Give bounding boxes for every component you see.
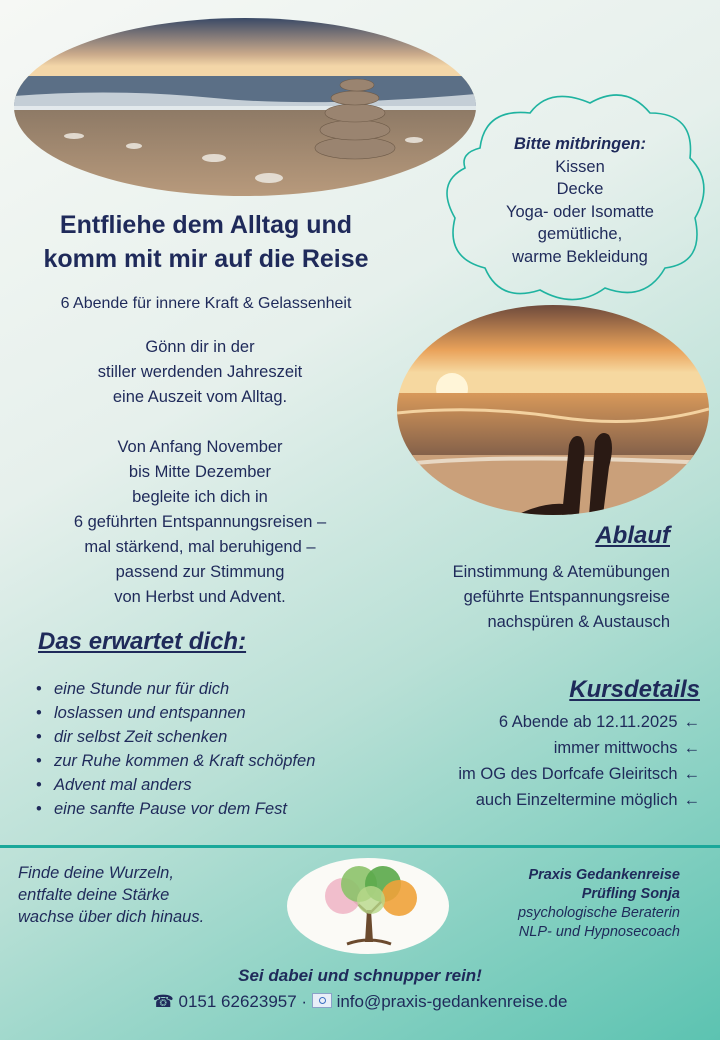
bring-item: warme Bekleidung bbox=[512, 247, 648, 266]
intro-line: begleite ich dich in bbox=[132, 488, 268, 506]
list-item: • eine Stunde nur für dich bbox=[36, 677, 406, 701]
email-address[interactable]: info@praxis-gedankenreise.de bbox=[336, 992, 568, 1011]
arrow-left-icon: ← bbox=[683, 791, 700, 809]
list-item: • Advent mal anders bbox=[36, 773, 406, 797]
bring-item: Yoga- oder Isomatte bbox=[506, 202, 654, 221]
list-item: • dir selbst Zeit schenken bbox=[36, 725, 406, 749]
bring-item: Kissen bbox=[555, 157, 605, 176]
intro-text bbox=[20, 335, 380, 610]
praxis-info bbox=[440, 866, 680, 942]
main-headline bbox=[10, 208, 402, 276]
intro-line: bis Mitte Dezember bbox=[128, 463, 272, 481]
sunset-feet-photo bbox=[397, 305, 709, 515]
intro-line: mal stärkend, mal beruhigend – bbox=[84, 538, 316, 556]
ablauf-item: Einstimmung & Atemübungen bbox=[452, 563, 670, 581]
intro-line: eine Auszeit vom Alltag. bbox=[112, 388, 288, 406]
kursdetails-title: Kursdetails bbox=[569, 676, 700, 703]
praxis-person: Prüfling Sonja bbox=[581, 886, 680, 902]
headline-line-1: Entfliehe dem Alltag und bbox=[59, 211, 353, 239]
phone-number[interactable]: 0151 62623957 bbox=[178, 992, 297, 1011]
kurs-item-text: immer mittwochs bbox=[553, 739, 678, 757]
kurs-item bbox=[360, 787, 700, 813]
kurs-item-text: 6 Abende ab 12.11.2025 bbox=[498, 713, 678, 731]
expect-title: Das erwartet dich: bbox=[38, 628, 247, 655]
headline-line-2: komm mit mir auf die Reise bbox=[43, 245, 369, 273]
kursdetails-list bbox=[360, 709, 700, 813]
phone-icon: ☎ bbox=[152, 992, 174, 1011]
kurs-item bbox=[360, 735, 700, 761]
expect-list bbox=[36, 677, 406, 821]
ablauf-item: nachspüren & Austausch bbox=[487, 613, 670, 631]
contact-line bbox=[0, 992, 720, 1012]
bring-list bbox=[460, 133, 700, 268]
subheadline: 6 Abende für innere Kraft & Gelassenheit bbox=[60, 295, 352, 312]
ablauf-title: Ablauf bbox=[595, 522, 670, 549]
intro-line: von Herbst und Advent. bbox=[114, 588, 286, 606]
call-to-action: Sei dabei und schnupper rein! bbox=[238, 966, 482, 985]
praxis-role: psychologische Beraterin bbox=[517, 905, 680, 921]
bring-item: Decke bbox=[556, 180, 604, 198]
kurs-item-text: auch Einzeltermine möglich bbox=[475, 791, 678, 809]
motto-line: wachse über dich hinaus. bbox=[18, 908, 205, 926]
beach-stones-photo bbox=[14, 18, 476, 196]
intro-line: 6 geführten Entspannungsreisen – bbox=[73, 513, 327, 531]
bring-item: gemütliche, bbox=[537, 225, 623, 243]
arrow-left-icon: ← bbox=[683, 739, 700, 757]
kurs-item-text: im OG des Dorfcafe Gleiritsch bbox=[458, 765, 678, 783]
arrow-left-icon: ← bbox=[683, 713, 700, 731]
email-icon bbox=[312, 993, 332, 1008]
praxis-role: NLP- und Hypnosecoach bbox=[518, 924, 680, 940]
divider bbox=[0, 845, 720, 848]
praxis-name: Praxis Gedankenreise bbox=[528, 867, 680, 883]
kurs-item bbox=[360, 709, 700, 735]
ablauf-list bbox=[360, 560, 670, 635]
intro-line: Gönn dir in der bbox=[145, 338, 255, 356]
list-item: • eine sanfte Pause vor dem Fest bbox=[36, 797, 406, 821]
kurs-item bbox=[360, 761, 700, 787]
list-item: • zur Ruhe kommen & Kraft schöpfen bbox=[36, 749, 406, 773]
tree-logo bbox=[287, 858, 449, 954]
list-item: • loslassen und entspannen bbox=[36, 701, 406, 725]
motto-line: entfalte deine Stärke bbox=[18, 886, 170, 904]
motto-text bbox=[18, 862, 288, 928]
intro-line: Von Anfang November bbox=[117, 438, 283, 456]
motto-line: Finde deine Wurzeln, bbox=[18, 864, 174, 882]
intro-line: stiller werdenden Jahreszeit bbox=[97, 363, 303, 381]
bring-title: Bitte mitbringen: bbox=[514, 135, 646, 153]
ablauf-item: geführte Entspannungsreise bbox=[463, 588, 670, 606]
arrow-left-icon: ← bbox=[683, 765, 700, 783]
separator: · bbox=[301, 992, 308, 1011]
intro-line: passend zur Stimmung bbox=[115, 563, 285, 581]
